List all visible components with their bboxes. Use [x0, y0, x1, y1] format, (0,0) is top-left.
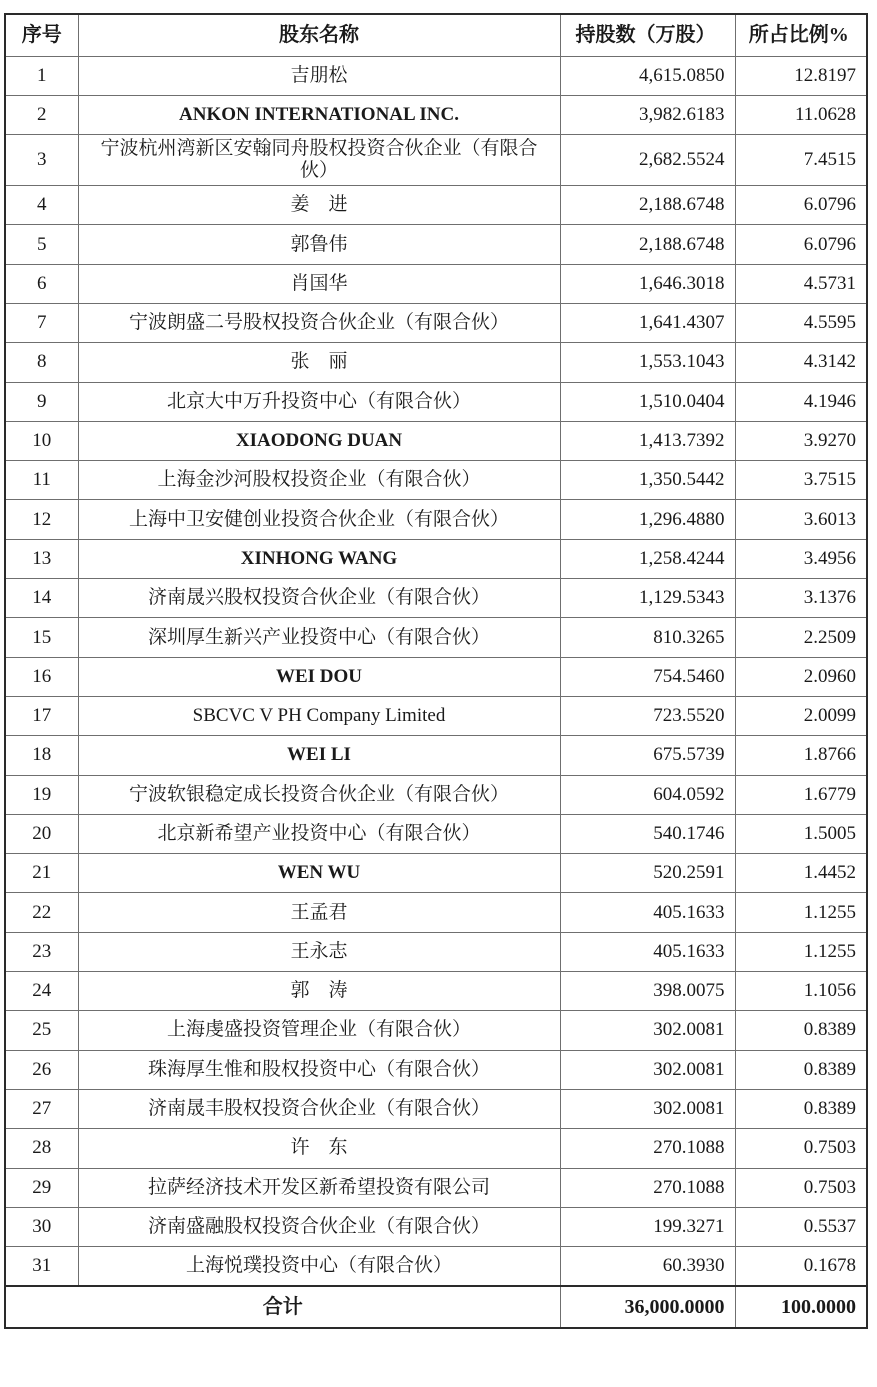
- total-row: [5, 1286, 867, 1328]
- row-seq: 8: [5, 343, 78, 382]
- row-shares: 723.5520: [560, 696, 735, 735]
- table-row: [5, 95, 867, 134]
- table-row: [5, 775, 867, 814]
- row-ratio: 11.0628: [735, 95, 867, 134]
- row-shareholder-name: 拉萨经济技术开发区新希望投资有限公司: [78, 1168, 560, 1207]
- row-shareholder-name: 姜 进: [78, 186, 560, 225]
- row-shares: 4,615.0850: [560, 56, 735, 95]
- row-seq: 18: [5, 736, 78, 775]
- row-seq: 14: [5, 579, 78, 618]
- row-shares: 540.1746: [560, 814, 735, 853]
- row-shares: 1,129.5343: [560, 579, 735, 618]
- row-shareholder-name: 上海金沙河股权投资企业（有限合伙）: [78, 461, 560, 500]
- row-shareholder-name: 北京新希望产业投资中心（有限合伙）: [78, 814, 560, 853]
- row-shares: 3,982.6183: [560, 95, 735, 134]
- table-row: [5, 225, 867, 264]
- table-row: [5, 382, 867, 421]
- row-shares: 270.1088: [560, 1129, 735, 1168]
- row-ratio: 0.8389: [735, 1089, 867, 1128]
- row-shareholder-name: WEI LI: [78, 736, 560, 775]
- table-row: [5, 1050, 867, 1089]
- row-shares: 1,413.7392: [560, 421, 735, 460]
- table-row: [5, 657, 867, 696]
- row-seq: 22: [5, 893, 78, 932]
- row-shares: 270.1088: [560, 1168, 735, 1207]
- row-shareholder-name: 深圳厚生新兴产业投资中心（有限合伙）: [78, 618, 560, 657]
- row-seq: 7: [5, 303, 78, 342]
- row-ratio: 7.4515: [735, 135, 867, 186]
- table-row: [5, 618, 867, 657]
- row-seq: 30: [5, 1207, 78, 1246]
- header-name: 股东名称: [78, 14, 560, 56]
- header-ratio: 所占比例%: [735, 14, 867, 56]
- table-row: [5, 500, 867, 539]
- row-shareholder-name: 许 东: [78, 1129, 560, 1168]
- table-row: [5, 736, 867, 775]
- row-shares: 754.5460: [560, 657, 735, 696]
- row-ratio: 3.9270: [735, 421, 867, 460]
- header-seq: 序号: [5, 14, 78, 56]
- row-shareholder-name: 宁波朗盛二号股权投资合伙企业（有限合伙）: [78, 303, 560, 342]
- row-shareholder-name: 郭鲁伟: [78, 225, 560, 264]
- row-shares: 1,646.3018: [560, 264, 735, 303]
- row-shares: 302.0081: [560, 1011, 735, 1050]
- row-ratio: 3.6013: [735, 500, 867, 539]
- row-seq: 9: [5, 382, 78, 421]
- row-seq: 21: [5, 854, 78, 893]
- row-seq: 6: [5, 264, 78, 303]
- row-ratio: 0.1678: [735, 1247, 867, 1286]
- row-shareholder-name: 济南盛融股权投资合伙企业（有限合伙）: [78, 1207, 560, 1246]
- row-shareholder-name: 郭 涛: [78, 972, 560, 1011]
- table-header-row: [5, 14, 867, 56]
- row-shareholder-name: XINHONG WANG: [78, 539, 560, 578]
- row-ratio: 1.4452: [735, 854, 867, 893]
- row-seq: 11: [5, 461, 78, 500]
- row-shareholder-name: 吉朋松: [78, 56, 560, 95]
- row-seq: 20: [5, 814, 78, 853]
- row-shareholder-name: 宁波软银稳定成长投资合伙企业（有限合伙）: [78, 775, 560, 814]
- row-ratio: 3.1376: [735, 579, 867, 618]
- row-seq: 25: [5, 1011, 78, 1050]
- row-seq: 5: [5, 225, 78, 264]
- row-shares: 405.1633: [560, 932, 735, 971]
- row-shares: 1,258.4244: [560, 539, 735, 578]
- table-row: [5, 893, 867, 932]
- table-row: [5, 56, 867, 95]
- row-ratio: 3.7515: [735, 461, 867, 500]
- row-shareholder-name: 肖国华: [78, 264, 560, 303]
- row-ratio: 0.8389: [735, 1011, 867, 1050]
- row-seq: 3: [5, 135, 78, 186]
- row-shares: 810.3265: [560, 618, 735, 657]
- row-ratio: 1.8766: [735, 736, 867, 775]
- row-ratio: 4.1946: [735, 382, 867, 421]
- row-shareholder-name: 珠海厚生惟和股权投资中心（有限合伙）: [78, 1050, 560, 1089]
- row-shareholder-name: WEN WU: [78, 854, 560, 893]
- row-shareholder-name: 济南晟兴股权投资合伙企业（有限合伙）: [78, 579, 560, 618]
- row-ratio: 2.0960: [735, 657, 867, 696]
- row-seq: 15: [5, 618, 78, 657]
- row-shares: 2,188.6748: [560, 225, 735, 264]
- header-shares: 持股数（万股）: [560, 14, 735, 56]
- row-ratio: 3.4956: [735, 539, 867, 578]
- row-ratio: 1.5005: [735, 814, 867, 853]
- row-ratio: 1.1056: [735, 972, 867, 1011]
- row-shares: 2,682.5524: [560, 135, 735, 186]
- row-shareholder-name: 宁波杭州湾新区安翰同舟股权投资合伙企业（有限合伙）: [78, 135, 560, 186]
- row-ratio: 1.6779: [735, 775, 867, 814]
- table-row: [5, 972, 867, 1011]
- row-shares: 1,553.1043: [560, 343, 735, 382]
- total-ratio: 100.0000: [735, 1286, 867, 1328]
- row-shares: 520.2591: [560, 854, 735, 893]
- row-seq: 2: [5, 95, 78, 134]
- shareholder-table: [4, 13, 868, 1329]
- row-shares: 1,510.0404: [560, 382, 735, 421]
- row-shares: 405.1633: [560, 893, 735, 932]
- table-row: [5, 1207, 867, 1246]
- row-shareholder-name: 上海悦璞投资中心（有限合伙）: [78, 1247, 560, 1286]
- row-shareholder-name: 济南晟丰股权投资合伙企业（有限合伙）: [78, 1089, 560, 1128]
- row-seq: 13: [5, 539, 78, 578]
- row-seq: 26: [5, 1050, 78, 1089]
- total-label: 合计: [5, 1286, 560, 1328]
- total-shares: 36,000.0000: [560, 1286, 735, 1328]
- table-row: [5, 932, 867, 971]
- row-seq: 24: [5, 972, 78, 1011]
- row-ratio: 12.8197: [735, 56, 867, 95]
- row-shareholder-name: SBCVC V PH Company Limited: [78, 696, 560, 735]
- table-row: [5, 1011, 867, 1050]
- row-shares: 1,641.4307: [560, 303, 735, 342]
- row-shareholder-name: 上海虔盛投资管理企业（有限合伙）: [78, 1011, 560, 1050]
- table-row: [5, 696, 867, 735]
- row-shareholder-name: 上海中卫安健创业投资合伙企业（有限合伙）: [78, 500, 560, 539]
- row-shareholder-name: 王孟君: [78, 893, 560, 932]
- row-seq: 28: [5, 1129, 78, 1168]
- row-ratio: 6.0796: [735, 186, 867, 225]
- row-ratio: 4.5731: [735, 264, 867, 303]
- row-seq: 16: [5, 657, 78, 696]
- row-shares: 1,296.4880: [560, 500, 735, 539]
- row-shares: 398.0075: [560, 972, 735, 1011]
- row-seq: 10: [5, 421, 78, 460]
- row-ratio: 0.7503: [735, 1129, 867, 1168]
- table-row: [5, 461, 867, 500]
- table-row: [5, 854, 867, 893]
- table-row: [5, 264, 867, 303]
- row-shareholder-name: 王永志: [78, 932, 560, 971]
- row-seq: 19: [5, 775, 78, 814]
- table-row: [5, 343, 867, 382]
- row-shareholder-name: 北京大中万升投资中心（有限合伙）: [78, 382, 560, 421]
- row-ratio: 4.3142: [735, 343, 867, 382]
- row-shares: 675.5739: [560, 736, 735, 775]
- row-shares: 1,350.5442: [560, 461, 735, 500]
- row-seq: 31: [5, 1247, 78, 1286]
- table-body: [5, 56, 867, 1286]
- row-shareholder-name: XIAODONG DUAN: [78, 421, 560, 460]
- row-seq: 17: [5, 696, 78, 735]
- row-ratio: 2.2509: [735, 618, 867, 657]
- row-shares: 60.3930: [560, 1247, 735, 1286]
- table-row: [5, 1089, 867, 1128]
- row-seq: 12: [5, 500, 78, 539]
- table-row: [5, 539, 867, 578]
- row-shareholder-name: WEI DOU: [78, 657, 560, 696]
- row-seq: 1: [5, 56, 78, 95]
- table-row: [5, 579, 867, 618]
- row-ratio: 0.5537: [735, 1207, 867, 1246]
- row-ratio: 6.0796: [735, 225, 867, 264]
- row-seq: 23: [5, 932, 78, 971]
- row-ratio: 0.8389: [735, 1050, 867, 1089]
- table-row: [5, 1247, 867, 1286]
- row-ratio: 1.1255: [735, 932, 867, 971]
- table-row: [5, 303, 867, 342]
- shareholder-table-container: [4, 13, 868, 1329]
- row-shares: 2,188.6748: [560, 186, 735, 225]
- table-row: [5, 814, 867, 853]
- table-row: [5, 1129, 867, 1168]
- table-row: [5, 135, 867, 186]
- row-shares: 302.0081: [560, 1089, 735, 1128]
- row-shareholder-name: 张 丽: [78, 343, 560, 382]
- row-ratio: 1.1255: [735, 893, 867, 932]
- row-seq: 27: [5, 1089, 78, 1128]
- row-ratio: 4.5595: [735, 303, 867, 342]
- row-seq: 29: [5, 1168, 78, 1207]
- row-seq: 4: [5, 186, 78, 225]
- row-shares: 199.3271: [560, 1207, 735, 1246]
- table-row: [5, 186, 867, 225]
- row-ratio: 0.7503: [735, 1168, 867, 1207]
- row-shares: 302.0081: [560, 1050, 735, 1089]
- row-shares: 604.0592: [560, 775, 735, 814]
- row-shareholder-name: ANKON INTERNATIONAL INC.: [78, 95, 560, 134]
- row-ratio: 2.0099: [735, 696, 867, 735]
- table-row: [5, 1168, 867, 1207]
- table-row: [5, 421, 867, 460]
